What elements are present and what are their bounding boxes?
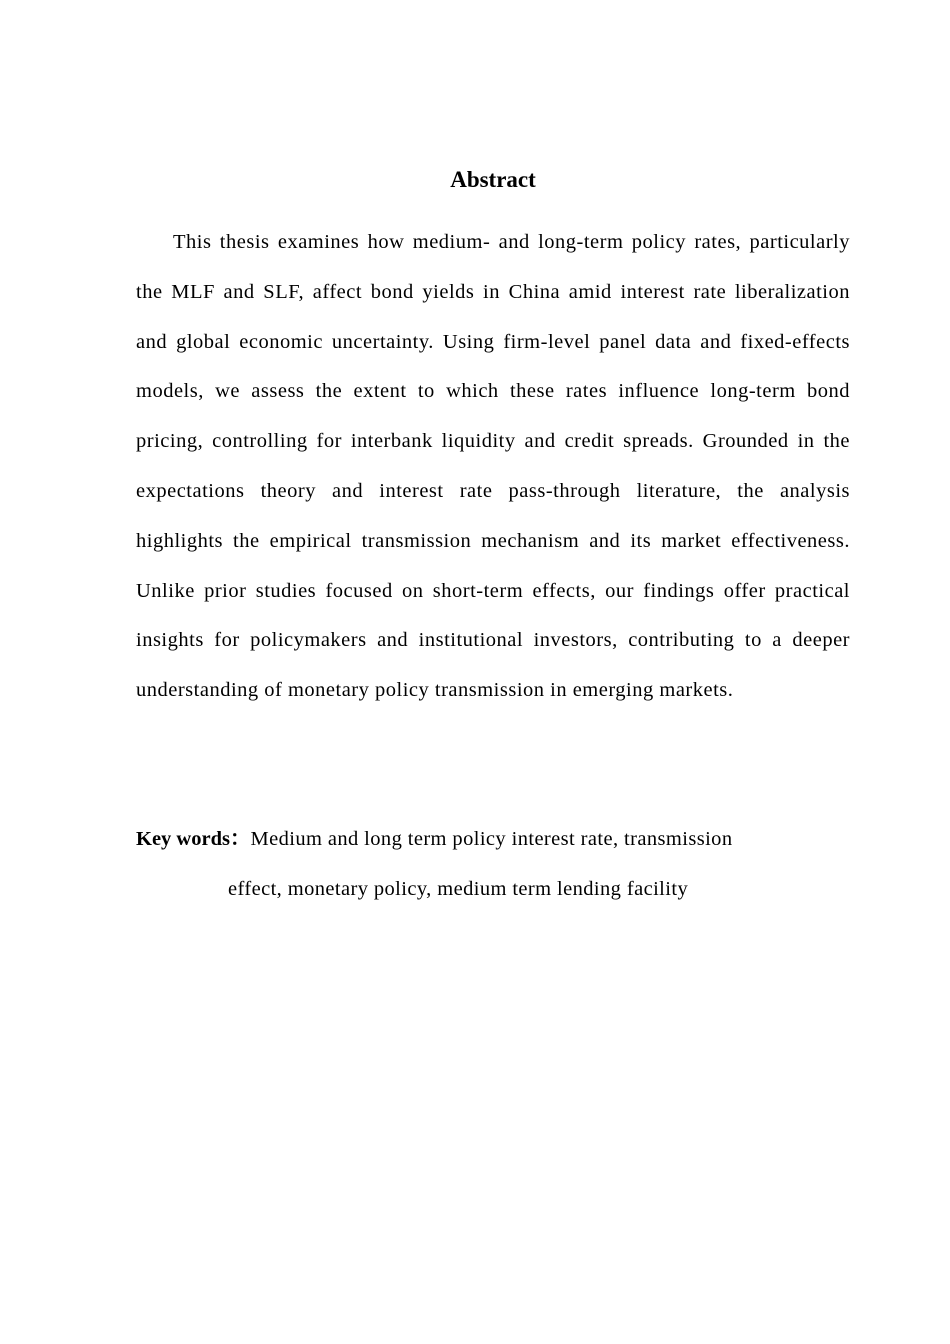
keywords-label: Key words： (136, 828, 251, 850)
keywords-line-1 (136, 815, 850, 865)
keywords-text-2: effect, monetary policy, medium term lending facility (228, 877, 689, 900)
keywords-text-1: Medium and long term policy interest rate, transmission (250, 828, 733, 850)
abstract-heading: Abstract (450, 167, 536, 192)
abstract-paragraph: This thesis examines how medium- and long-term policy rates, particularly the MLF and SLF, affect bond yields in China amid interest rate liberalization and global economic uncertainty. Using firm-level panel data and fixed-effects models, we assess the extent to which these rates influence long-term bond pricing, controlling for interbank liquidity and credit spreads. Grounded in the expectations theory and interest rate pass-through literature, the analysis highlights the empirical transmission mechanism and its market effectiveness. Unlike prior studies focused on short-term effects, our findings offer practical insights for policymakers and institutional investors, contributing to a deeper understanding of monetary policy transmission in emerging markets. (136, 231, 850, 702)
keywords-block (136, 815, 850, 914)
